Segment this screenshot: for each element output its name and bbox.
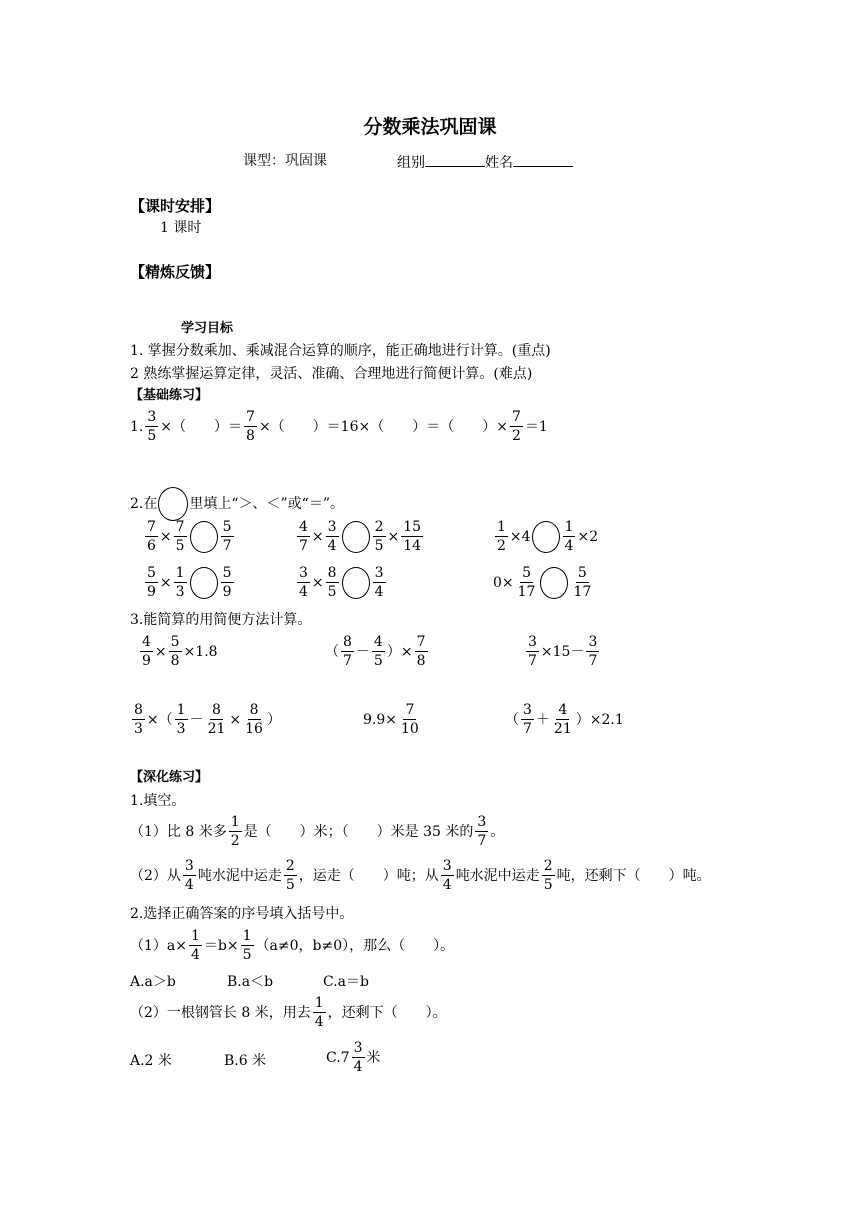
numerator: 8 [327,565,337,581]
deep-q2-title: 2.选择正确答案的序号填入括号中。 [130,906,354,922]
q3-expr [505,703,624,736]
numerator: 7 [511,409,521,425]
denominator: 14 [403,538,422,554]
fraction [415,635,428,668]
fraction [326,566,339,599]
expression-text: × [154,643,167,660]
denominator: 17 [517,584,536,600]
q2-item [143,520,236,553]
q2-suffix: 里填上“＞、＜”或“＝”。 [189,496,344,512]
numerator: 3 [528,634,537,650]
group-field [397,154,573,170]
expression-text: （a≠0，b≠0），那么（ ）。 [255,937,455,954]
numerator: 3 [588,634,598,650]
fraction [399,703,421,736]
denominator: 4 [564,538,574,554]
deep-q1-title: 1.填空。 [130,793,186,809]
q2-prefix: 2.在 [130,496,158,512]
numerator: 3 [374,565,384,581]
expression-text: × [311,528,324,545]
numerator: 2 [285,858,295,874]
denominator: 8 [416,653,426,669]
q2-item [295,520,425,553]
numerator: 4 [373,634,383,650]
expression-text: ×1.8 [183,643,218,660]
numerator: 1 [497,519,506,535]
denominator: 9 [142,653,151,669]
denominator: 2 [497,538,506,554]
expression-text: － [355,643,370,660]
numerator: 2 [543,858,553,874]
numerator: 7 [246,409,255,425]
denominator: 7 [222,538,232,554]
fraction [542,859,555,892]
q3-expr [524,635,601,668]
numerator: 7 [405,702,415,718]
fraction [313,996,326,1029]
deep-q2-1 [130,929,454,962]
denominator: 5 [374,538,384,554]
fraction [297,520,310,553]
numerator: 1 [242,928,252,944]
expression-text: × [387,528,400,545]
deep-q2-2 [130,996,447,1029]
numerator: 3 [184,858,194,874]
denominator: 2 [511,428,521,444]
option-a: A.a＞b [130,974,176,990]
denominator: 3 [176,721,186,737]
expression-text: 吨水泥中运走 [197,867,282,884]
q3-title: 3.能简算的用简便方法计算。 [130,612,312,628]
q1-prefix: 1. [130,418,144,435]
q3-expr [138,635,218,668]
expression-text: 0× [493,574,514,591]
denominator: 21 [553,721,572,737]
numerator: 5 [222,565,232,581]
fraction [183,859,196,892]
fraction [401,520,423,553]
numerator: 3 [477,814,487,830]
denominator: 7 [343,653,352,669]
fraction [552,703,574,736]
fraction [145,520,158,553]
fraction [526,635,539,668]
denominator: 4 [327,538,337,554]
denominator: 4 [299,584,308,600]
compare-oval[interactable] [190,521,218,553]
fraction [189,929,202,962]
denominator: 5 [543,877,553,893]
q3-expr [363,703,423,736]
fraction [132,703,145,736]
numerator: 1 [190,928,200,944]
q1-text: ×（ ）＝16×（ ）＝（ ）× [258,418,508,435]
q1-text: ×（ ）＝ [160,418,243,435]
numerator: 1 [564,519,574,535]
fraction [206,703,228,736]
fraction [145,566,158,599]
expression-text: ×15－ [540,643,585,660]
deep-q1-2 [130,859,711,892]
numerator: 8 [212,702,221,718]
fraction [373,566,386,599]
page-title: 分数乘法巩固课 [363,116,497,138]
q2-item [143,566,236,599]
fraction [221,520,234,553]
numerator: 1 [175,565,185,581]
fraction [145,410,158,443]
name-label: 姓名 [485,155,513,171]
q1-line [130,410,548,443]
expression-text: （2）一根钢管长 8 米，用去 [130,1004,311,1021]
numerator: 8 [249,702,259,718]
compare-oval[interactable] [190,567,218,599]
fraction [241,929,254,962]
numerator: 8 [134,702,143,718]
goal-2: 2 熟练掌握运算定律，灵活、准确、合理地进行简便计算。(难点) [130,366,533,382]
expression-text: 吨，还剩下（ ）吨。 [556,867,711,884]
fraction [244,410,257,443]
expression-text: （2）从 [130,867,181,884]
fraction [586,635,599,668]
numerator: 5 [522,565,532,581]
denominator: 21 [207,721,226,737]
denominator: 6 [147,538,156,554]
denominator: 5 [327,584,337,600]
denominator: 2 [230,833,240,849]
expression-text: ）×2.1 [575,711,624,728]
fraction [475,815,488,848]
denominator: 7 [528,653,537,669]
deep-heading: 【深化练习】 [130,770,209,785]
numerator: 1 [230,814,240,830]
option-b: B.6 米 [224,1053,267,1069]
expression-text: 9.9× [363,711,397,728]
denominator: 4 [374,584,384,600]
numerator: 3 [442,858,452,874]
compare-oval[interactable] [342,521,370,553]
expression-text: × [229,711,242,728]
numerator: 5 [147,565,156,581]
lesson-type: 课型：巩固课 [243,153,327,169]
numerator: 7 [175,519,185,535]
goal-1: 1. 掌握分数乘加、乘减混合运算的顺序，能正确地进行计算。(重点) [130,343,551,359]
denominator: 7 [477,833,487,849]
denominator: 5 [373,653,383,669]
deep-q1-1 [130,815,504,848]
denominator: 5 [175,538,185,554]
denominator: 7 [588,653,598,669]
fraction [297,566,310,599]
denominator: 8 [170,653,180,669]
denominator: 10 [401,721,419,737]
denominator: 4 [442,877,452,893]
q3-expr [325,635,430,668]
denominator: 5 [242,947,252,963]
fraction [352,1041,365,1074]
expression-text: ×4 [509,528,531,545]
expression-text: 米 [366,1049,381,1066]
fraction [229,815,242,848]
denominator: 3 [175,584,185,600]
option-c: C.a＝b [323,974,369,990]
numerator: 3 [523,702,532,718]
expression-text: ×（ [146,711,173,728]
compare-oval[interactable] [342,567,370,599]
fraction [510,410,523,443]
numerator: 2 [374,519,384,535]
name-blank[interactable] [513,154,573,167]
expression-text: × [159,528,172,545]
q2-item [295,566,388,599]
fraction [169,635,182,668]
denominator: 5 [285,877,295,893]
basic-heading: 【基础练习】 [130,388,209,403]
numerator: 1 [176,702,186,718]
compare-oval[interactable] [532,521,560,553]
denominator: 3 [134,721,143,737]
numerator: 4 [558,702,568,718]
expression-text: （ [505,711,519,728]
fraction [326,520,339,553]
fraction [174,520,187,553]
group-blank[interactable] [425,154,485,167]
expression-text: ＝b× [203,937,239,954]
expression-text: （ [325,643,339,660]
numerator: 4 [299,519,308,535]
expression-text: － [189,711,204,728]
option-c [326,1041,381,1074]
denominator: 4 [353,1059,363,1075]
expression-text: 。 [490,823,505,840]
denominator: 7 [299,538,308,554]
compare-oval[interactable] [540,567,568,599]
fraction [516,566,538,599]
denominator: 5 [147,428,157,444]
schedule-heading: 【课时安排】 [130,197,221,215]
q2-instruction [130,487,344,521]
q2-item [493,520,598,553]
feedback-heading: 【精炼反馈】 [130,263,221,281]
numerator: 5 [170,634,180,650]
oval-icon [158,487,188,521]
fraction [140,635,153,668]
numerator: 8 [343,634,352,650]
numerator: 7 [416,634,426,650]
expression-text: ） [266,711,281,728]
fraction [341,635,354,668]
expression-text: ）× [386,643,413,660]
numerator: 3 [353,1040,363,1056]
fraction [373,520,386,553]
fraction [495,520,508,553]
expression-text: × [159,574,172,591]
expression-text: （1）比 8 米多 [130,823,227,840]
denominator: 4 [184,877,194,893]
expression-text: ＋ [535,711,550,728]
fraction [563,520,576,553]
expression-text: C.7 [326,1049,350,1066]
q1-text: ＝1 [524,418,548,435]
expression-text: ，还剩下（ ）。 [327,1004,447,1021]
denominator: 8 [246,428,255,444]
numerator: 3 [327,519,337,535]
numerator: 1 [314,995,324,1011]
expression-text: 是（ ）米；（ ）米是 35 米的 [243,823,474,840]
fraction [521,703,534,736]
group-label: 组别 [397,155,425,171]
denominator: 17 [573,584,592,600]
expression-text: ，运走（ ）吨；从 [298,867,439,884]
denominator: 9 [222,584,232,600]
expression-text: ×2 [577,528,599,545]
denominator: 9 [147,584,156,600]
q3-expr [130,703,281,736]
schedule-text: 1 课时 [160,220,202,236]
expression-text: 吨水泥中运走 [455,867,540,884]
option-b: B.a＜b [227,974,274,990]
denominator: 4 [190,947,200,963]
fraction [174,566,187,599]
numerator: 4 [142,634,151,650]
q2-item [493,566,595,599]
numerator: 3 [147,409,157,425]
fraction [243,703,265,736]
numerator: 5 [577,565,587,581]
fraction [221,566,234,599]
numerator: 5 [222,519,232,535]
option-a: A.2 米 [130,1053,172,1069]
fraction [571,566,593,599]
expression-text: × [311,574,324,591]
goals-heading: 学习目标 [181,321,234,336]
denominator: 16 [245,721,263,737]
fraction [175,703,188,736]
fraction [441,859,454,892]
expression-text: （1）a× [130,937,187,954]
numerator: 7 [147,519,156,535]
denominator: 4 [314,1014,324,1030]
fraction [284,859,297,892]
denominator: 7 [523,721,532,737]
numerator: 15 [403,519,422,535]
numerator: 3 [299,565,308,581]
fraction [372,635,385,668]
